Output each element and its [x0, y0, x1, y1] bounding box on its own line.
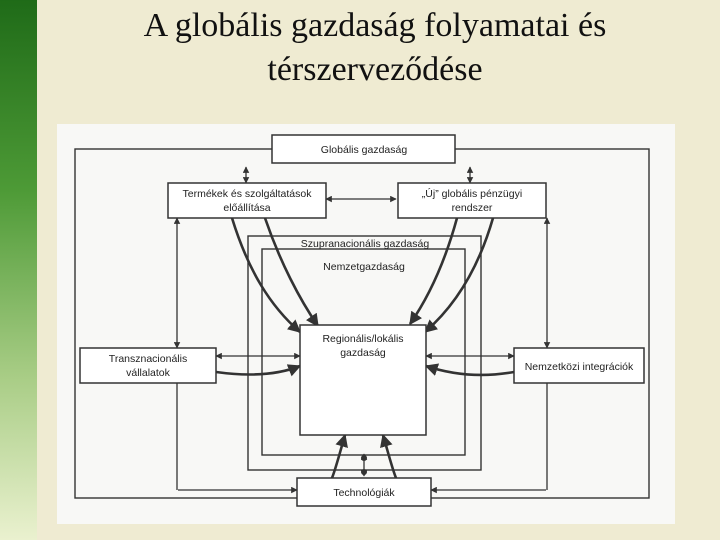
label-tnc-line-1: Transznacionális — [108, 353, 188, 365]
slide-title-line-2: térszerveződése — [267, 51, 483, 88]
label-global-economy: Globális gazdaság — [320, 144, 408, 156]
outer-loop — [75, 149, 649, 498]
slide-title-line-1: A globális gazdaság folyamatai és — [143, 7, 607, 44]
label-national: Nemzetgazdaság — [323, 261, 405, 273]
label-integration: Nemzetközi integrációk — [524, 361, 634, 373]
curve-production-regional-2 — [232, 218, 300, 332]
curve-finance-regional — [410, 218, 457, 324]
tech-dot-1 — [361, 455, 367, 461]
label-tnc-line-2: vállalatok — [126, 367, 170, 379]
curve-technology-regional-right — [383, 435, 396, 478]
label-regional-line-2: gazdaság — [340, 347, 386, 359]
label-supranational: Szupranacionális gazdaság — [300, 238, 430, 250]
curve-finance-regional-2 — [425, 218, 493, 332]
label-production-line-2: előállítása — [223, 202, 271, 214]
label-financial-line-1: „Új” globális pénzügyi — [421, 188, 523, 200]
curve-tnc-regional — [216, 366, 300, 374]
label-regional-line-1: Regionális/lokális — [322, 333, 404, 345]
label-financial-line-2: rendszer — [451, 202, 493, 214]
tech-dot-2 — [361, 469, 367, 475]
label-production-line-1: Termékek és szolgáltatások — [182, 188, 312, 200]
curve-production-regional — [265, 218, 318, 326]
label-technology: Technológiák — [333, 487, 395, 499]
curve-technology-regional-left — [332, 435, 345, 478]
curve-integration-regional — [426, 366, 514, 375]
